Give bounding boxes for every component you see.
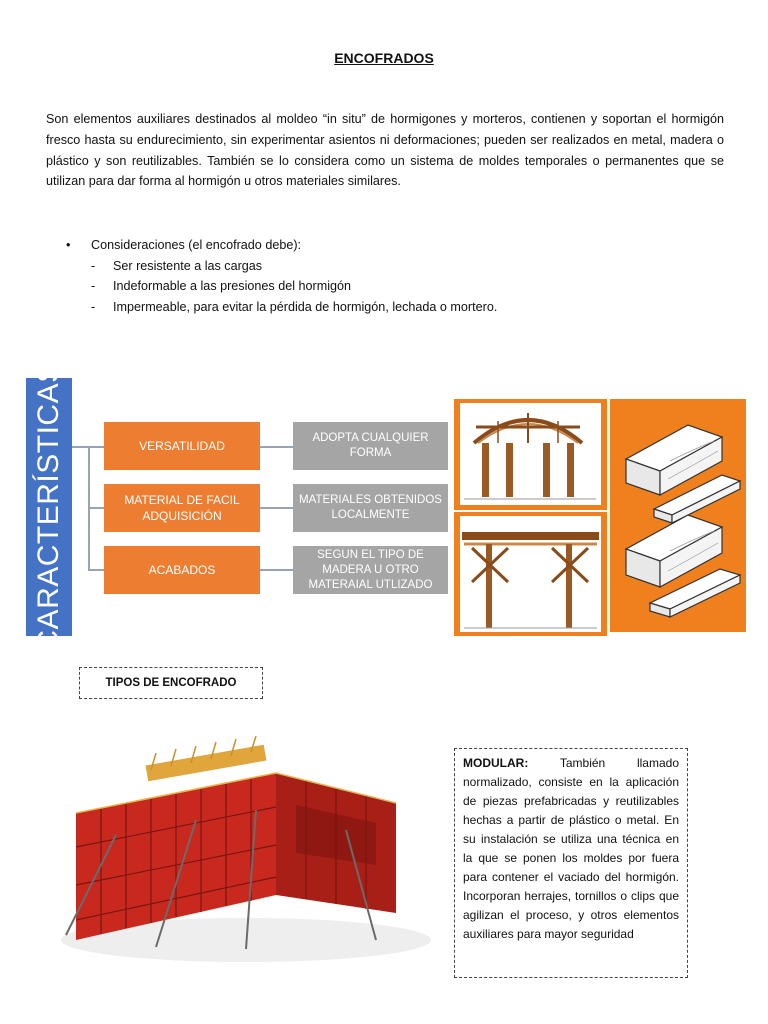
sub-item bbox=[66, 297, 497, 318]
arch-formwork-drawing bbox=[454, 399, 607, 510]
tree-connector bbox=[88, 569, 104, 571]
sub-item bbox=[66, 256, 497, 277]
modular-description bbox=[454, 748, 688, 978]
wood-blocks-drawing bbox=[610, 399, 746, 632]
dash-symbol: - bbox=[91, 258, 96, 273]
detail-box-forma: ADOPTA CUALQUIER FORMA bbox=[293, 422, 448, 470]
considerations-heading: Consideraciones (el encofrado debe): bbox=[91, 238, 302, 252]
characteristics-side-label: CARACTERÍSTICAS bbox=[32, 362, 65, 652]
detail-box-madera: SEGUN EL TIPO DE MADERA U OTRO MATERAIAL UTLIZADO bbox=[293, 546, 448, 594]
tree-connector bbox=[260, 446, 293, 448]
dash-symbol: - bbox=[91, 299, 96, 314]
bullet-symbol: • bbox=[66, 238, 71, 252]
considerations-list bbox=[66, 235, 497, 317]
feature-box-material: MATERIAL DE FACIL ADQUISICIÓN bbox=[104, 484, 260, 532]
sub-item-text: Ser resistente a las cargas bbox=[113, 258, 263, 273]
dash-symbol: - bbox=[91, 279, 96, 293]
detail-box-materiales: MATERIALES OBTENIDOS LOCALMENTE bbox=[293, 484, 448, 532]
intro-paragraph: Son elementos auxiliares destinados al moldeo “in situ” de hormigones y morteros, contienen y soportan el hormigón fresco hasta su endurecimiento, sin experimentar asientos ni deformaciones; pueden ser realizados en metal, madera o plástico y son reutilizables. También se lo considera como un sistema de moldes temporales o permanentes que se utilizan para dar forma al hormigón u otros materiales similares. bbox=[46, 112, 724, 189]
feature-box-acabados: ACABADOS bbox=[104, 546, 260, 594]
wood-blocks-illustration bbox=[610, 399, 746, 632]
slab-formwork-illustration bbox=[454, 512, 607, 636]
sub-item-text: Impermeable, para evitar la pérdida de hormigón, lechada o mortero. bbox=[113, 299, 498, 314]
tree-connector bbox=[88, 446, 104, 448]
sub-item bbox=[66, 276, 497, 297]
sub-item-text: Indeformable a las presiones del hormigón bbox=[113, 279, 352, 293]
feature-box-versatilidad: VERSATILIDAD bbox=[104, 422, 260, 470]
tree-connector bbox=[260, 569, 293, 571]
tree-connector bbox=[72, 446, 89, 448]
page-title: ENCOFRADOS bbox=[334, 50, 434, 66]
modular-text: También llamado normalizado, consiste en la aplicación de piezas prefabricadas y reutilizables hechas a partir de plástico o metal. En su instalación se utiliza una técnica en la que se ponen los moldes por fuera para contener el vaciado del hormigón. Incorporan herrajes, tornillos o clips que agilizan el proceso, y otros elementos auxiliares para mayor seguridad bbox=[463, 756, 679, 941]
slab-formwork-drawing bbox=[454, 512, 607, 636]
modular-formwork-drawing bbox=[46, 735, 446, 975]
tipos-de-encofrado-label: TIPOS DE ENCOFRADO bbox=[79, 667, 263, 699]
modular-formwork-image bbox=[46, 735, 446, 975]
modular-lead: MODULAR: bbox=[463, 756, 529, 770]
bullet-item bbox=[66, 235, 497, 256]
arch-formwork-illustration bbox=[454, 399, 607, 510]
tree-connector bbox=[88, 507, 104, 509]
tree-connector bbox=[260, 507, 293, 509]
